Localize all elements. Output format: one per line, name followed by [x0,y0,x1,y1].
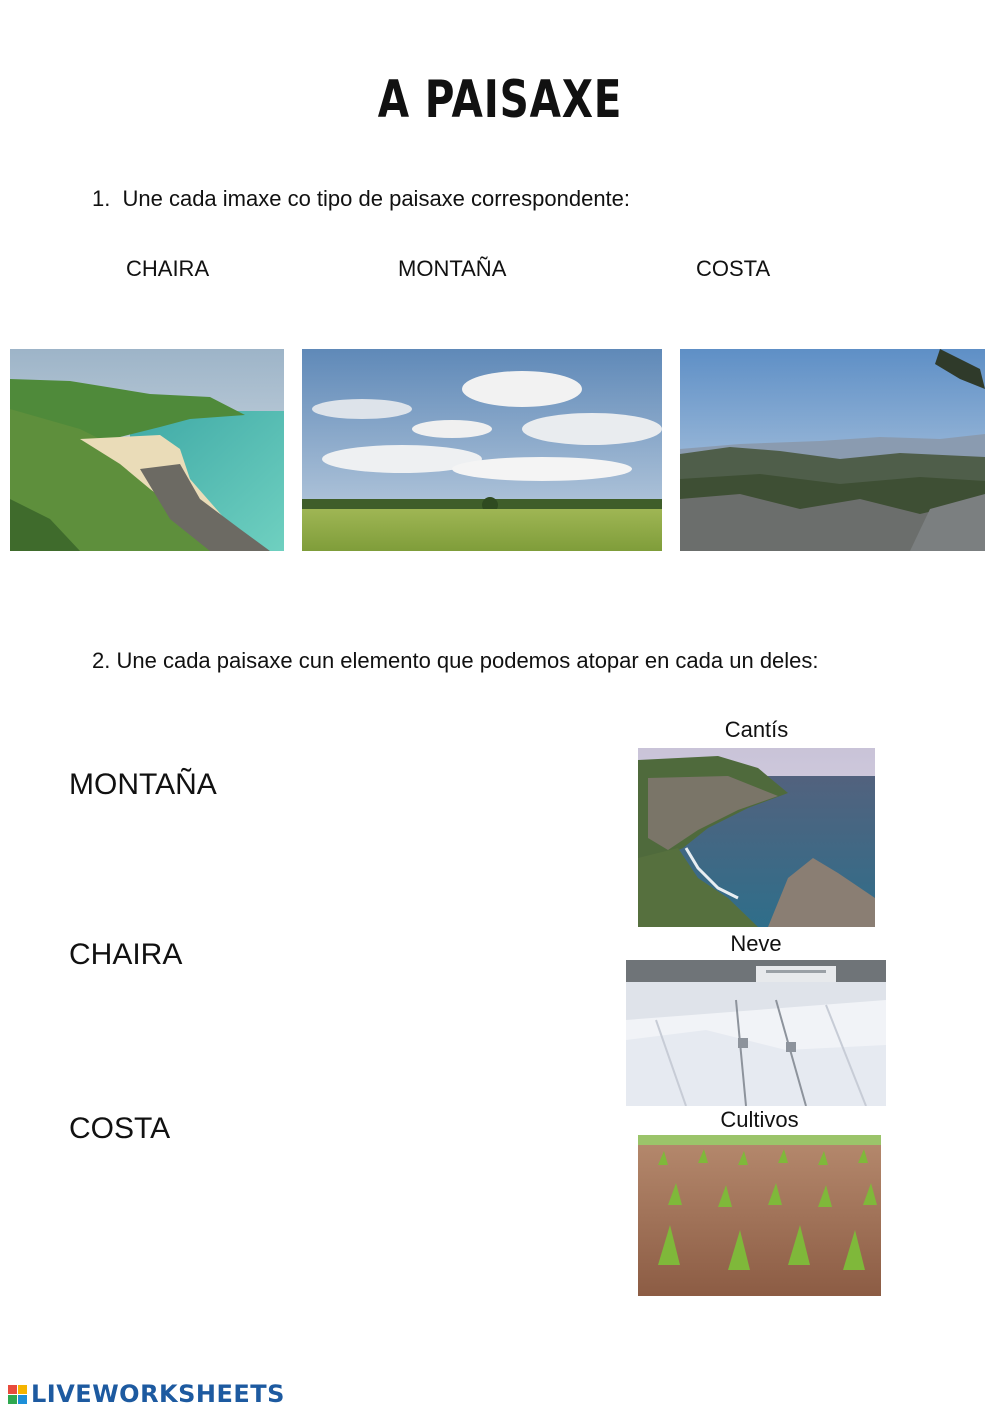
q1-label-costa[interactable]: COSTA [696,256,771,281]
mountain-photo[interactable] [680,349,985,551]
question-2 [92,648,819,674]
logo-text: LIVEWORKSHEETS [31,1380,285,1408]
caption-neve: Neve [730,931,782,956]
crops-photo[interactable] [638,1135,881,1296]
question-2-number: 2. [92,648,111,673]
q2-label-montana[interactable]: MONTAÑA [69,768,217,801]
q1-label-chaira[interactable]: CHAIRA [126,256,210,281]
question-2-text: Une cada paisaxe cun elemento que podemos atopar en cada un deles: [116,648,819,673]
q1-label-montana[interactable]: MONTAÑA [398,256,507,281]
question-1-number: 1. [92,186,111,211]
question-1 [92,186,630,212]
liveworksheets-logo[interactable] [8,1380,285,1408]
cliff-photo[interactable] [638,748,875,927]
question-1-text: Une cada imaxe co tipo de paisaxe correspondente: [122,186,631,211]
snow-photo[interactable] [626,960,886,1106]
caption-cultivos: Cultivos [720,1107,799,1132]
plain-photo[interactable] [302,349,662,551]
q2-label-chaira[interactable]: CHAIRA [69,938,183,971]
q2-label-costa[interactable]: COSTA [69,1112,171,1145]
logo-blocks-icon [8,1385,27,1404]
page-title: A PAISAXE [377,70,623,130]
coast-photo[interactable] [10,349,284,551]
caption-cantis: Cantís [724,717,789,742]
